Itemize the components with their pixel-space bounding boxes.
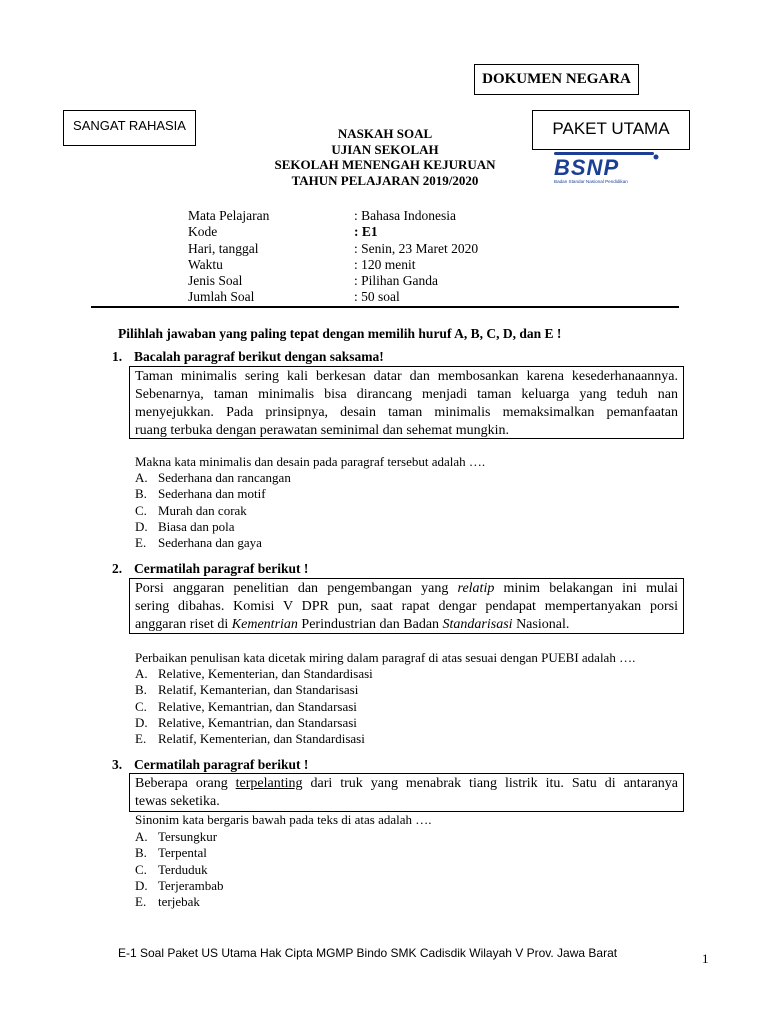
option-letter: E. [135, 535, 147, 551]
question-heading: Bacalah paragraf berikut dengan saksama! [134, 349, 384, 364]
option [135, 470, 291, 486]
passage-line: Taman minimalis sering kali berkesan datar dan membosankan karena kesederhanaannya. [135, 369, 678, 384]
info-label: Kode [188, 224, 218, 240]
header-divider [91, 306, 679, 308]
option-text: Terjerambab [158, 877, 224, 893]
info-row [188, 273, 478, 289]
info-row [188, 241, 478, 257]
logo-subtitle: Badan Standar Nasional Pendidikan [554, 179, 628, 184]
info-value: : Bahasa Indonesia [354, 208, 456, 223]
question-number: 2. [112, 561, 123, 576]
sangat-rahasia-label: SANGAT RAHASIA [63, 110, 196, 146]
bsnp-logo [552, 148, 662, 186]
instruction: Pilihlah jawaban yang paling tepat dengan memilih huruf A, B, C, D, dan E ! [118, 326, 562, 341]
option [135, 731, 373, 747]
info-label: Waktu [188, 256, 223, 272]
title-line: NASKAH SOAL [337, 126, 433, 141]
question-1-passage [129, 366, 684, 439]
option [135, 829, 224, 845]
italic-word: relatip [457, 581, 495, 596]
passage-line [135, 616, 678, 634]
option [135, 845, 224, 861]
option [135, 486, 291, 502]
passage-text: Porsi anggaran penelitian dan pengembangan yang [135, 581, 458, 596]
option-text: Relatif, Kementerian, dan Standardisasi [158, 731, 365, 747]
option-letter: A. [135, 829, 148, 844]
option [135, 715, 373, 731]
question-3-stem: Sinonim kata bergaris bawah pada teks di atas adalah …. [135, 812, 432, 827]
option-text: terjebak [158, 894, 200, 910]
question-1-heading [112, 349, 384, 365]
question-1-options [135, 470, 291, 551]
question-3-heading [112, 757, 308, 773]
info-label: Hari, tanggal [188, 240, 259, 256]
option-letter: D. [135, 518, 148, 534]
info-value: : 120 menit [354, 256, 416, 272]
question-3-options [135, 829, 224, 910]
option-letter: D. [135, 714, 148, 730]
option-text: Murah dan corak [158, 502, 247, 518]
info-value: : Senin, 23 Maret 2020 [354, 240, 479, 256]
title-line: SEKOLAH MENENGAH KEJURUAN [274, 157, 496, 172]
option [135, 519, 291, 535]
option [135, 535, 291, 551]
option-text: Sederhana dan gaya [158, 535, 262, 551]
info-value: : Pilihan Ganda [354, 273, 438, 289]
passage-line: Sebenarnya, taman minimalis bisa dirancang menjadi taman keluarga yang teduh nan [135, 387, 678, 402]
italic-word: Kementrian [231, 617, 298, 632]
info-row [188, 224, 478, 240]
question-2-options [135, 666, 373, 747]
option [135, 878, 224, 894]
italic-word: Standarisasi [442, 617, 513, 632]
option [135, 682, 373, 698]
option-text: Relative, Kemantrian, dan Standarsasi [158, 714, 357, 730]
option-text: Terpental [158, 845, 207, 861]
option-letter: B. [135, 845, 147, 861]
underlined-word: terpelanting [235, 776, 303, 791]
option [135, 666, 373, 682]
passage-line: ruang terbuka dengan perawatan seminimal dan sehemat mungkin. [135, 423, 509, 438]
option-letter: C. [135, 698, 147, 714]
option-text: Relative, Kementerian, dan Standardisasi [158, 666, 373, 681]
info-value: : E1 [354, 224, 378, 240]
passage-line [135, 775, 678, 793]
info-row [188, 289, 478, 305]
passage-text: Nasional. [512, 617, 570, 632]
option-letter: E. [135, 894, 147, 910]
info-row [188, 208, 478, 224]
question-heading: Cermatilah paragraf berikut ! [134, 561, 309, 576]
question-2-heading [112, 561, 308, 577]
option-letter: A. [135, 470, 148, 485]
option-text: Relative, Kemantrian, dan Standarsasi [158, 698, 357, 714]
option-letter: A. [135, 666, 148, 681]
info-row [188, 257, 478, 273]
question-2-stem: Perbaikan penulisan kata dicetak miring dalam paragraf di atas sesuai dengan PUEBI adalah …. [135, 650, 636, 665]
passage-text: minim belakangan ini mulai [494, 581, 678, 596]
info-label: Jenis Soal [188, 273, 243, 289]
info-label: Mata Pelajaran [188, 208, 270, 223]
option-text: Terduduk [158, 861, 208, 877]
exam-title [230, 126, 540, 188]
info-value: : 50 soal [354, 289, 400, 305]
page-number: 1 [702, 951, 709, 966]
option [135, 894, 224, 910]
passage-text: anggaran riset di [135, 617, 232, 632]
dokumen-negara-label: DOKUMEN NEGARA [474, 64, 639, 95]
option-letter: E. [135, 731, 147, 747]
option-letter: C. [135, 861, 147, 877]
option-text: Sederhana dan motif [158, 486, 266, 502]
passage-line: tewas seketika. [135, 794, 220, 809]
question-1-stem: Makna kata minimalis dan desain pada paragraf tersebut adalah …. [135, 454, 486, 469]
option [135, 699, 373, 715]
question-3-passage [129, 773, 684, 812]
option-letter: B. [135, 682, 147, 698]
question-number: 3. [112, 757, 123, 772]
option [135, 503, 291, 519]
passage-line [135, 580, 678, 598]
paket-utama-label: PAKET UTAMA [532, 110, 690, 150]
passage-line: menyejukkan. Pada prinsipnya, desain taman minimalis memaksimalkan pemanfaatan [135, 405, 678, 420]
option-letter: B. [135, 486, 147, 502]
question-number: 1. [112, 349, 123, 364]
footer-text: E-1 Soal Paket US Utama Hak Cipta MGMP Bindo SMK Cadisdik Wilayah V Prov. Jawa Barat [118, 946, 618, 960]
info-label: Jumlah Soal [188, 289, 255, 305]
passage-text: Beberapa orang [135, 776, 236, 791]
option-letter: C. [135, 502, 147, 518]
passage-text: Perindustrian dan Badan [297, 617, 443, 632]
exam-info [188, 208, 478, 306]
logo-wordmark: BSNP [554, 155, 620, 180]
option-text: Sederhana dan rancangan [158, 470, 291, 485]
option-letter: D. [135, 877, 148, 893]
option-text: Tersungkur [158, 829, 218, 844]
title-line: TAHUN PELAJARAN 2019/2020 [291, 172, 479, 188]
question-2-passage [129, 578, 684, 634]
option-text: Relatif, Kemanterian, dan Standarisasi [158, 682, 359, 698]
question-heading: Cermatilah paragraf berikut ! [134, 757, 309, 772]
passage-line: sering dibahas. Komisi V DPR pun, saat rapat dengar pendapat mempertanyakan porsi [135, 599, 678, 614]
option-text: Biasa dan pola [158, 518, 235, 534]
passage-text: dari truk yang menabrak tiang listrik itu. Satu di antaranya [302, 776, 678, 791]
title-line: UJIAN SEKOLAH [331, 141, 439, 157]
option [135, 862, 224, 878]
